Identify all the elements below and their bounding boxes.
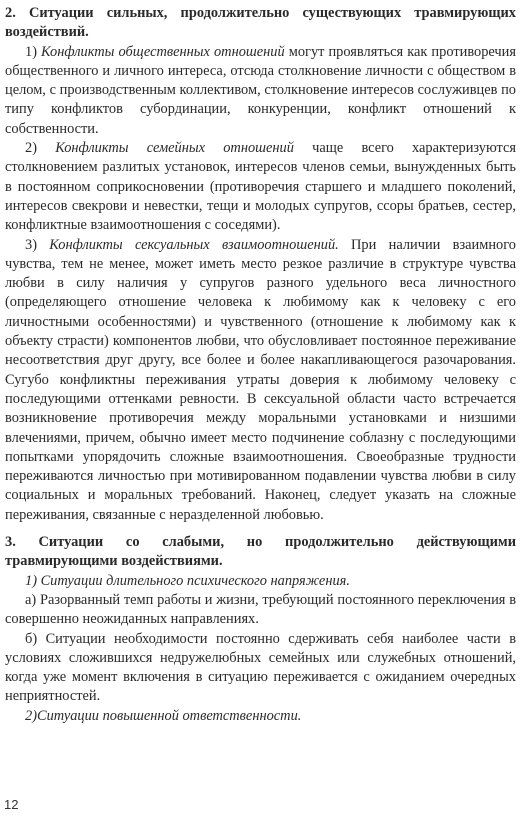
paragraph-title: Конфликты семейных отношений xyxy=(55,140,294,157)
paragraph-text: При наличии взаимного чувства, тем не менее, может иметь место резкое различие в структуре чувства любви в силу наличия у супругов разного удельного веса личностного (определяющего отношение человека к любимому как к человеку с его личностными особенностями) и чувственного (отношение к любимому как к объекту страсти) компонентов любви, что обусловливает постоянное переживание несоответствия друг другу, все более и более накапливающегося разочарования. Сугубо конфликтны переживания утраты доверия к любимому человеку с последующими оттенками ревности. В сексуальной области часто встречается возникновение противоречия между моральными установками и низшими влечениями, причем, обычно имеет место подчинение соблазну с последующими попытками упорядочить сложные взаимоотношения. Своеобразные трудности переживаются личностью при мотивированном подавлении чувства любви в силу социальных и моральных требований. Наконец, следует указать на сложные переживания, связанные с неразделенной любовью. xyxy=(5,236,516,523)
paragraph-item-b: б) Ситуации необходимости постоянно сдерживать себя наиболее части в условиях сложившихся недружелюбных семейных или служебных отношений, когда уже момент включения в ситуацию переживается с ожиданием очередных неприятностей. xyxy=(5,630,516,705)
subsection-title-1: 1) Ситуации длительного психического напряжения. xyxy=(25,572,350,589)
paragraph-number: 3) xyxy=(25,236,50,253)
paragraph-number: 2) xyxy=(25,140,56,157)
paragraph-family-conflicts xyxy=(5,139,516,235)
paragraph-social-conflicts xyxy=(5,43,516,139)
paragraph-sexual-conflicts xyxy=(5,236,516,525)
paragraph-title: Конфликты сексуальных взаимоотношений. xyxy=(49,236,339,253)
page-body xyxy=(5,4,516,726)
section-heading-2: 2. Ситуации сильных, продолжительно существующих травмирующих воздействий. xyxy=(5,5,516,41)
page-number: 12 xyxy=(4,797,19,812)
paragraph-text: чаще всего характеризуются столкновением разлитых установок, интересов членов семьи, вынужденных быть в постоянном соприкосновении (противоречия старшего и младшего поколений, интересов свекрови и невестки, тещи и молодых супругов, ссоры братьев, сестер, конфликтные взаимоотношения с соседями). xyxy=(5,140,517,234)
section-heading-3: 3. Ситуации со слабыми, но продолжительно действующими травмирующими воздействиями. xyxy=(5,534,516,570)
subsection-title-2: 2)Ситуации повышенной ответственности. xyxy=(25,707,302,724)
paragraph-title: Конфликты общественных отношений xyxy=(41,43,285,60)
paragraph-number: 1) xyxy=(25,43,42,60)
paragraph-text: могут проявляться как противоречия общественного и личного интереса, отсюда столкновение личности с обществом в целом, с производственным коллективом, столкновение интересов сослуживцев по типу конфликтов субординации, конкуренции, конфликт отношений к собственности. xyxy=(5,43,516,137)
paragraph-item-a: а) Разорванный темп работы и жизни, требующий постоянного переключения в совершенно неожиданных направлениях. xyxy=(5,591,516,628)
